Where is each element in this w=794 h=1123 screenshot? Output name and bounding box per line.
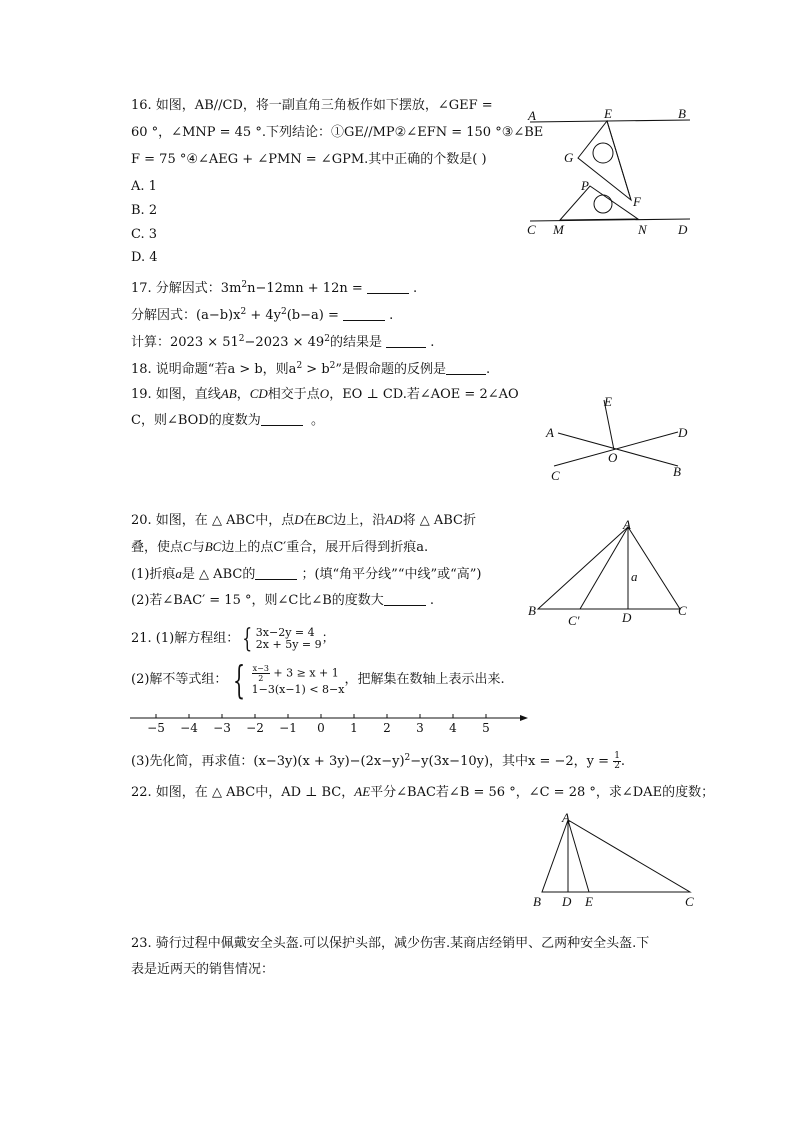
q20-line1: 20. 如图，在 △ ABC中，点D在BC边上，沿AD将 △ ABC折 [131, 512, 476, 528]
q22-label-E: E [585, 894, 593, 909]
q20-label-C: C [678, 603, 687, 618]
q16-label-B: B [678, 106, 686, 121]
q20-blank-1[interactable] [255, 579, 297, 580]
q23-line1: 23. 骑行过程中佩戴安全头盔.可以保护头部，减少伤害.某商店经销甲、乙两种安全头盔.下 [131, 936, 650, 951]
q16-label-G: G [564, 150, 574, 165]
q21-part1: 21. (1)解方程组： { 3x−2y = 4 2x + 5y = 9 ； [131, 624, 335, 654]
q16-line1: 16. 如图，AB//CD，将一副直角三角板作如下摆放，∠GEF = [131, 98, 493, 113]
q20-label-a: a [631, 569, 638, 584]
q16-label-N: N [638, 222, 647, 237]
q20-label-A: A [623, 517, 631, 532]
q20-label-C-prime: C′ [568, 613, 580, 628]
q17-blank-3[interactable] [386, 347, 426, 348]
q23-line2: 表是近两天的销售情况： [131, 962, 275, 977]
q16-option-a: A. 1 [131, 179, 157, 194]
q17-line2: 分解因式：$(a-b)x^2 + 4y^2(b-a)$ = . [131, 307, 394, 323]
q17-blank-2[interactable] [343, 320, 385, 321]
q16-option-b: B. 2 [131, 203, 158, 218]
q22-label-B: B [533, 894, 541, 909]
number-line-label: −2 [246, 721, 264, 735]
q16-label-F: F [633, 194, 641, 209]
number-line-label: −1 [279, 721, 297, 735]
number-line-label: 0 [317, 721, 325, 735]
q20-figure [520, 515, 700, 630]
q16-label-E: E [604, 106, 612, 121]
q19-label-A: A [546, 425, 554, 440]
q22-label-D: D [562, 894, 572, 909]
number-line-label: 5 [482, 721, 490, 735]
q19-label-O: O [608, 450, 618, 465]
q16-option-c: C. 3 [131, 227, 158, 242]
q19-blank[interactable] [261, 425, 303, 426]
q17-line3: 计算：$2023 \times 51^2-2023 \times 49^2$的结果是 . [131, 334, 435, 350]
number-line-label: −4 [180, 721, 198, 735]
q22-label-C: C [685, 894, 694, 909]
q19-figure [540, 392, 700, 484]
q20-blank-2[interactable] [384, 605, 426, 606]
q20-line4: (2)若∠BAC′ = 15 °，则∠C比∠B的度数大 . [131, 593, 435, 608]
q16-label-M: M [553, 222, 564, 237]
number-line-label: 2 [383, 721, 391, 735]
q16-line3: F = 75 °④∠AEG + ∠PMN = ∠GPM.其中正确的个数是( ) [131, 152, 487, 167]
number-line-label: 4 [449, 721, 457, 735]
number-line-label: 1 [350, 721, 358, 735]
q16-label-P: P [581, 178, 589, 193]
q20-label-B: B [528, 603, 536, 618]
q21-part3: (3)先化简，再求值：$(x-3y)(x + 3y)-(2x-y)^2-y(3x-10y)$，其中x = −2，y = $\frac{1}{2}$ . [131, 751, 626, 771]
number-line-label: −5 [147, 721, 165, 735]
q20-line3: (1)折痕a是 △ ABC的 ；(填“角平分线”“中线”或“高”) [131, 566, 482, 582]
q22-label-A: A [562, 810, 570, 825]
q17-blank-1[interactable] [367, 293, 409, 294]
q19-line2: C，则∠BOD的度数为 。 [131, 413, 324, 428]
q18-line: 18. 说明命题“若a > b，则$a^2 > b^2$”是假命题的反例是 . [131, 361, 491, 377]
q19-label-C: C [551, 468, 560, 483]
q22-line: 22. 如图，在 △ ABC中，AD ⊥ BC，AE平分∠BAC若∠B = 56 °，∠C = 28 °，求∠DAE的度数； [131, 784, 715, 800]
q22-figure [525, 808, 705, 913]
q20-line2: 叠，使点C与BC边上的点C′重合，展开后得到折痕a. [131, 539, 429, 555]
q19-label-B: B [673, 464, 681, 479]
q17-line1: 17. 分解因式：$3m^2n-12mn + 12n$ = . [131, 280, 418, 296]
number-line-label: −3 [213, 721, 231, 735]
q21-part2: (2)解不等式组： { $\frac{x-3}{2}$ + 3 ≥ x + 1 1−3(x−1) < 8−x ，把解集在数轴上表示出来. [131, 658, 505, 702]
q16-label-D: D [678, 222, 688, 237]
q19-line1: 19. 如图，直线AB，CD相交于点O，EO ⊥ CD.若∠AOE = 2∠AO [131, 386, 519, 402]
number-line-label: 3 [416, 721, 424, 735]
q16-label-A: A [528, 108, 536, 123]
q16-option-d: D. 4 [131, 250, 158, 265]
q16-label-C: C [527, 222, 536, 237]
q20-label-D: D [622, 610, 632, 625]
q21-number-line [128, 708, 538, 738]
q16-figure [520, 100, 700, 240]
q18-blank[interactable] [446, 374, 486, 375]
q19-label-E: E [604, 394, 612, 409]
q19-label-D: D [678, 425, 688, 440]
q16-line2: 60 °，∠MNP = 45 °.下列结论：①GE//MP②∠EFN = 150 °③∠BE [131, 125, 544, 140]
